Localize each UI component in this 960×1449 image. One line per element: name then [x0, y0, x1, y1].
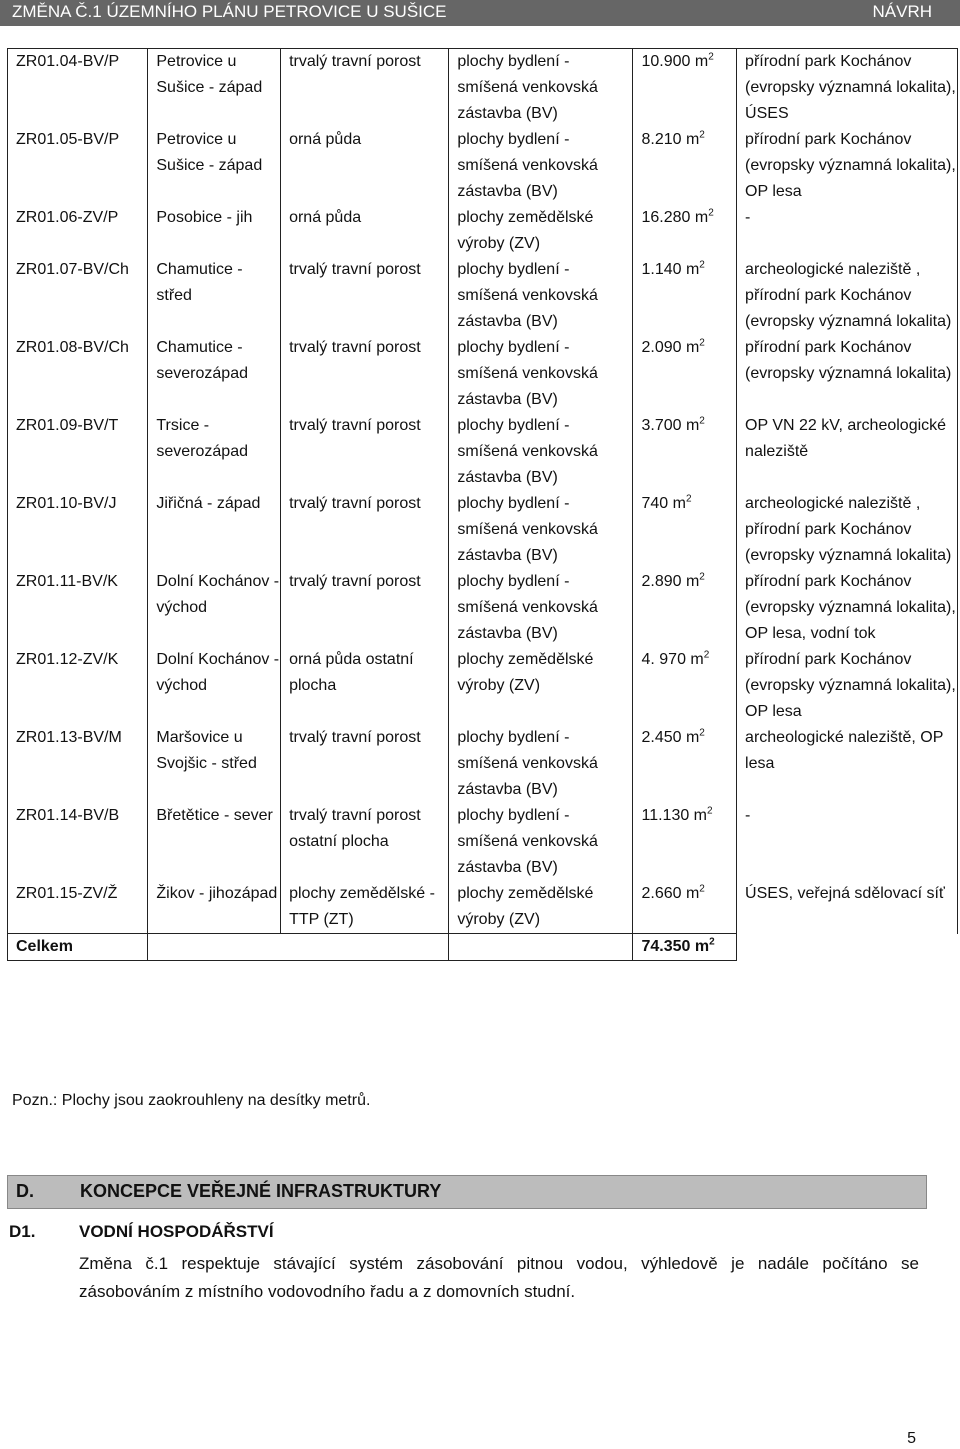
- document-status: NÁVRH: [872, 2, 932, 21]
- area-location-text: Dolní Kochánov - východ: [156, 573, 280, 616]
- area-location: [148, 725, 281, 803]
- area-size-text: 8.210 m: [641, 131, 700, 148]
- area-location: [148, 647, 281, 725]
- area-code-text: ZR01.09-BV/T: [16, 417, 119, 434]
- area-location: [148, 413, 281, 491]
- limits-note-text: archeologické naleziště , přírodní park Kochánov (evropsky významná lokalita): [745, 495, 952, 564]
- area-size-text: 11.130 m: [641, 807, 708, 824]
- area-size-text: 2.090 m: [641, 339, 700, 356]
- area-location: [148, 491, 281, 569]
- area-size: [633, 335, 737, 413]
- area-size: [633, 569, 737, 647]
- area-code: [8, 49, 148, 128]
- total-value: [633, 934, 737, 961]
- planned-function-text: plochy bydlení - smíšená venkovská zástavba (BV): [457, 339, 598, 408]
- planned-function-text: plochy bydlení - smíšená venkovská zástavba (BV): [457, 807, 598, 876]
- area-size-text: 3.700 m: [641, 417, 700, 434]
- area-code-text: ZR01.12-ZV/K: [16, 651, 119, 668]
- area-size-text: 1.140 m: [641, 261, 700, 278]
- table-row: [8, 413, 958, 491]
- area-location: [148, 49, 281, 128]
- area-size: [633, 205, 737, 257]
- limits-note-text: přírodní park Kochánov (evropsky významná lokalita), OP lesa, vodní tok: [745, 573, 956, 642]
- limits-note-text: přírodní park Kochánov (evropsky významná lokalita), ÚSES: [745, 53, 956, 122]
- section-heading: [7, 1175, 927, 1209]
- limits-note: [737, 49, 958, 128]
- limits-note: [737, 205, 958, 257]
- planned-function: [449, 491, 633, 569]
- current-land-use: [281, 569, 449, 647]
- current-land-use: [281, 881, 449, 934]
- area-code-text: ZR01.13-BV/M: [16, 729, 122, 746]
- current-land-use-text: trvalý travní porost: [289, 495, 421, 512]
- limits-note-text: archeologické naleziště , přírodní park Kochánov (evropsky významná lokalita): [745, 261, 952, 330]
- area-code-text: ZR01.10-BV/J: [16, 495, 117, 512]
- limits-note-text: přírodní park Kochánov (evropsky významná lokalita), OP lesa: [745, 131, 956, 200]
- area-size-text: 2.450 m: [641, 729, 700, 746]
- area-location-text: Petrovice u Sušice - západ: [156, 131, 263, 174]
- limits-note: [737, 491, 958, 569]
- unit-exponent: 2: [699, 727, 705, 739]
- section-number: D.: [16, 1181, 34, 1201]
- current-land-use: [281, 491, 449, 569]
- area-size: [633, 257, 737, 335]
- area-code-text: ZR01.08-BV/Ch: [16, 339, 129, 356]
- area-location-text: Posobice - jih: [156, 209, 253, 226]
- area-size-text: 10.900 m: [641, 53, 709, 70]
- current-land-use: [281, 49, 449, 128]
- table-row: [8, 569, 958, 647]
- current-land-use-text: trvalý travní porost: [289, 417, 421, 434]
- area-code: [8, 335, 148, 413]
- area-code: [8, 647, 148, 725]
- table-row: [8, 127, 958, 205]
- current-land-use-text: trvalý travní porost: [289, 729, 421, 746]
- page-header: [0, 0, 960, 26]
- planned-function-text: plochy bydlení - smíšená venkovská zástavba (BV): [457, 495, 598, 564]
- area-code-text: ZR01.11-BV/K: [16, 573, 118, 590]
- current-land-use-text: orná půda: [289, 131, 362, 148]
- area-code: [8, 205, 148, 257]
- unit-exponent: 2: [685, 493, 692, 505]
- current-land-use: [281, 257, 449, 335]
- area-size-text: 2.660 m: [641, 885, 700, 902]
- area-location: [148, 881, 281, 934]
- area-size: [633, 803, 737, 881]
- empty-cell: [449, 934, 633, 961]
- unit-exponent: 2: [707, 805, 713, 817]
- area-code-text: ZR01.05-BV/P: [16, 131, 120, 148]
- total-value-text: 74.350 m: [641, 938, 710, 955]
- limits-note-text: přírodní park Kochánov (evropsky významná lokalita): [745, 339, 952, 382]
- planned-function: [449, 127, 633, 205]
- area-code: [8, 127, 148, 205]
- empty-cell: [148, 934, 281, 961]
- current-land-use: [281, 647, 449, 725]
- area-table: [7, 48, 958, 961]
- current-land-use: [281, 725, 449, 803]
- area-location-text: Trsice - severozápad: [156, 417, 248, 460]
- current-land-use-text: trvalý travní porost: [289, 573, 421, 590]
- limits-note: [737, 725, 958, 803]
- table-row: [8, 803, 958, 881]
- unit-exponent: 2: [699, 259, 705, 271]
- area-size: [633, 647, 737, 725]
- limits-note: [737, 647, 958, 725]
- empty-cell: [737, 934, 958, 961]
- planned-function: [449, 881, 633, 934]
- area-size-text: 2.890 m: [641, 573, 700, 590]
- area-location: [148, 803, 281, 881]
- current-land-use: [281, 205, 449, 257]
- planned-function-text: plochy bydlení - smíšená venkovská zástavba (BV): [457, 417, 598, 486]
- body-paragraph: Změna č.1 respektuje stávající systém zásobování pitnou vodou, výhledově je nadále počítáno se zásobováním z místního vodovodního řadu a z domovních studní.: [79, 1254, 919, 1301]
- limits-note-text: -: [745, 209, 751, 226]
- unit-exponent: 2: [699, 415, 705, 427]
- area-location: [148, 569, 281, 647]
- planned-function: [449, 803, 633, 881]
- area-size: [633, 127, 737, 205]
- planned-function-text: plochy bydlení - smíšená venkovská zástavba (BV): [457, 261, 598, 330]
- table-row: [8, 491, 958, 569]
- area-size: [633, 491, 737, 569]
- unit-exponent: 2: [699, 883, 705, 895]
- limits-note-text: ÚSES, veřejná sdělovací síť: [745, 885, 945, 902]
- planned-function: [449, 205, 633, 257]
- planned-function-text: plochy zemědělské výroby (ZV): [457, 209, 594, 252]
- area-code: [8, 803, 148, 881]
- current-land-use-text: trvalý travní porost: [289, 53, 421, 70]
- limits-note: [737, 413, 958, 491]
- limits-note-text: přírodní park Kochánov (evropsky významná lokalita), OP lesa: [745, 651, 956, 720]
- current-land-use-text: trvalý travní porost: [289, 339, 421, 356]
- current-land-use-text: orná půda ostatní plocha: [289, 651, 414, 694]
- area-location-text: Břetětice - sever: [156, 807, 273, 824]
- planned-function: [449, 49, 633, 128]
- table-row: [8, 257, 958, 335]
- planned-function-text: plochy bydlení - smíšená venkovská zástavba (BV): [457, 131, 598, 200]
- limits-note-text: archeologické naleziště, OP lesa: [745, 729, 944, 772]
- table-row: [8, 205, 958, 257]
- area-code: [8, 725, 148, 803]
- current-land-use: [281, 127, 449, 205]
- planned-function-text: plochy bydlení - smíšená venkovská zástavba (BV): [457, 53, 598, 122]
- area-location-text: Petrovice u Sušice - západ: [156, 53, 263, 96]
- empty-cell: [281, 934, 449, 961]
- area-location-text: Maršovice u Svojšic - střed: [156, 729, 257, 772]
- current-land-use-text: plochy zemědělské - TTP (ZT): [289, 885, 435, 928]
- planned-function: [449, 335, 633, 413]
- current-land-use-text: orná půda: [289, 209, 362, 226]
- total-row: [8, 934, 958, 961]
- area-location-text: Chamutice - střed: [156, 261, 243, 304]
- limits-note: [737, 803, 958, 881]
- area-size-text: 740 m: [641, 495, 686, 512]
- planned-function-text: plochy bydlení - smíšená venkovská zástavba (BV): [457, 729, 598, 798]
- area-location-text: Žikov - jihozápad: [156, 885, 278, 902]
- planned-function-text: plochy bydlení - smíšená venkovská zástavba (BV): [457, 573, 598, 642]
- page-number: 5: [907, 1430, 916, 1447]
- area-location: [148, 335, 281, 413]
- planned-function-text: plochy zemědělské výroby (ZV): [457, 651, 594, 694]
- limits-note: [737, 335, 958, 413]
- document-title: ZMĚNA Č.1 ÚZEMNÍHO PLÁNU PETROVICE U SUŠICE: [12, 2, 447, 21]
- area-code: [8, 413, 148, 491]
- unit-exponent: 2: [703, 649, 710, 661]
- planned-function-text: plochy zemědělské výroby (ZV): [457, 885, 594, 928]
- area-size: [633, 881, 737, 934]
- planned-function: [449, 647, 633, 725]
- area-code-text: ZR01.06-ZV/P: [16, 209, 119, 226]
- area-code: [8, 491, 148, 569]
- area-size: [633, 725, 737, 803]
- table-row: [8, 881, 958, 934]
- area-size-text: 4. 970 m: [641, 651, 704, 668]
- current-land-use-text: trvalý travní porost ostatní plocha: [289, 807, 421, 850]
- current-land-use-text: trvalý travní porost: [289, 261, 421, 278]
- area-location: [148, 257, 281, 335]
- area-code-text: ZR01.15-ZV/Ž: [16, 885, 118, 902]
- unit-exponent: 2: [708, 207, 714, 219]
- table-note: Pozn.: Plochy jsou zaokrouhleny na desítky metrů.: [12, 1092, 371, 1109]
- area-location-text: Chamutice - severozápad: [156, 339, 248, 382]
- area-location: [148, 205, 281, 257]
- limits-note-text: OP VN 22 kV, archeologické naleziště: [745, 417, 947, 460]
- table-row: [8, 49, 958, 128]
- current-land-use: [281, 413, 449, 491]
- table-row: [8, 647, 958, 725]
- area-code: [8, 881, 148, 934]
- unit-exponent: 2: [699, 571, 705, 583]
- current-land-use: [281, 803, 449, 881]
- subsection-number: D1.: [9, 1222, 36, 1241]
- table-row: [8, 725, 958, 803]
- subsection-title: VODNÍ HOSPODÁŘSTVÍ: [79, 1222, 274, 1241]
- area-location-text: Dolní Kochánov - východ: [156, 651, 280, 694]
- planned-function: [449, 725, 633, 803]
- limits-note: [737, 569, 958, 647]
- area-code: [8, 257, 148, 335]
- limits-note: [737, 257, 958, 335]
- area-code-text: ZR01.04-BV/P: [16, 53, 120, 70]
- area-code-text: ZR01.14-BV/B: [16, 807, 120, 824]
- table-row: [8, 335, 958, 413]
- unit-exponent: 2: [709, 936, 715, 948]
- area-size-text: 16.280 m: [641, 209, 709, 226]
- limits-note-text: -: [745, 807, 751, 824]
- planned-function: [449, 257, 633, 335]
- current-land-use: [281, 335, 449, 413]
- area-location: [148, 127, 281, 205]
- area-code-text: ZR01.07-BV/Ch: [16, 261, 129, 278]
- unit-exponent: 2: [699, 129, 705, 141]
- section-title: KONCEPCE VEŘEJNÉ INFRASTRUKTURY: [80, 1181, 442, 1201]
- area-size: [633, 49, 737, 128]
- unit-exponent: 2: [699, 337, 705, 349]
- limits-note: [737, 127, 958, 205]
- limits-note: [737, 881, 958, 934]
- planned-function: [449, 413, 633, 491]
- area-code: [8, 569, 148, 647]
- planned-function: [449, 569, 633, 647]
- total-label: Celkem: [8, 934, 148, 961]
- area-size: [633, 413, 737, 491]
- area-location-text: Jiřičná - západ: [156, 495, 261, 512]
- unit-exponent: 2: [708, 51, 714, 63]
